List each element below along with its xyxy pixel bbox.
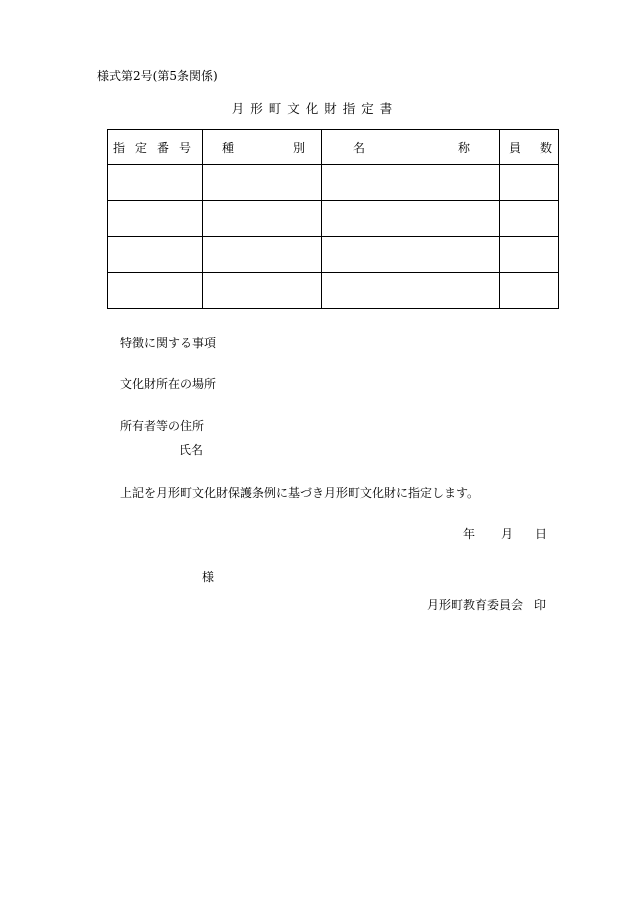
column-header-name (322, 130, 500, 165)
table-cell-type[interactable] (203, 273, 322, 309)
table-cell-name[interactable] (322, 273, 500, 309)
table-cell-quantity[interactable] (500, 237, 559, 273)
recipient-honorific: 様 (202, 570, 215, 584)
table-cell-designation-number[interactable] (108, 165, 203, 201)
location-label: 文化財所在の場所 (120, 377, 217, 391)
table-cell-designation-number[interactable] (108, 237, 203, 273)
column-header-char: 数 (539, 140, 552, 155)
column-header-quantity-text (500, 139, 558, 156)
issuer-name: 月形町教育委員会 (427, 598, 524, 612)
column-header-type-text (203, 139, 321, 156)
form-number: 様式第2号(第5条関係) (97, 69, 218, 83)
table-cell-type[interactable] (203, 201, 322, 237)
table-cell-quantity[interactable] (500, 201, 559, 237)
table-cell-designation-number[interactable] (108, 273, 203, 309)
column-header-char: 別 (292, 140, 305, 155)
table-cell-name[interactable] (322, 165, 500, 201)
date-day-label: 日 (535, 527, 548, 541)
table-cell-designation-number[interactable] (108, 201, 203, 237)
table-cell-name[interactable] (322, 201, 500, 237)
designation-statement: 上記を月形町文化財保護条例に基づき月形町文化財に指定します。 (120, 486, 480, 500)
table-cell-quantity[interactable] (500, 165, 559, 201)
column-header-char: 種 (222, 140, 235, 155)
owner-name-label: 氏名 (179, 443, 204, 457)
features-label: 特徴に関する事項 (120, 336, 217, 350)
column-header-char: 名 (353, 140, 366, 155)
document-title: 月形町文化財指定書 (231, 101, 399, 116)
owner-address-label: 所有者等の住所 (120, 419, 205, 433)
table-cell-quantity[interactable] (500, 273, 559, 309)
column-header-char: 員 (509, 140, 522, 155)
date-year-label: 年 (463, 527, 476, 541)
date-month-label: 月 (501, 527, 514, 541)
table-cell-type[interactable] (203, 165, 322, 201)
table-row (108, 165, 559, 201)
table-cell-name[interactable] (322, 237, 500, 273)
table-row (108, 201, 559, 237)
column-header-name-text (322, 139, 499, 156)
table-row (108, 237, 559, 273)
table-cell-type[interactable] (203, 237, 322, 273)
column-header-type (203, 130, 322, 165)
table-header-row (108, 130, 559, 165)
column-header-quantity (500, 130, 559, 165)
seal-label: 印 (534, 598, 547, 612)
column-header-char: 称 (457, 140, 470, 155)
table-row (108, 273, 559, 309)
column-header-designation-number: 指定番号 (108, 130, 203, 165)
designation-table (107, 129, 559, 309)
